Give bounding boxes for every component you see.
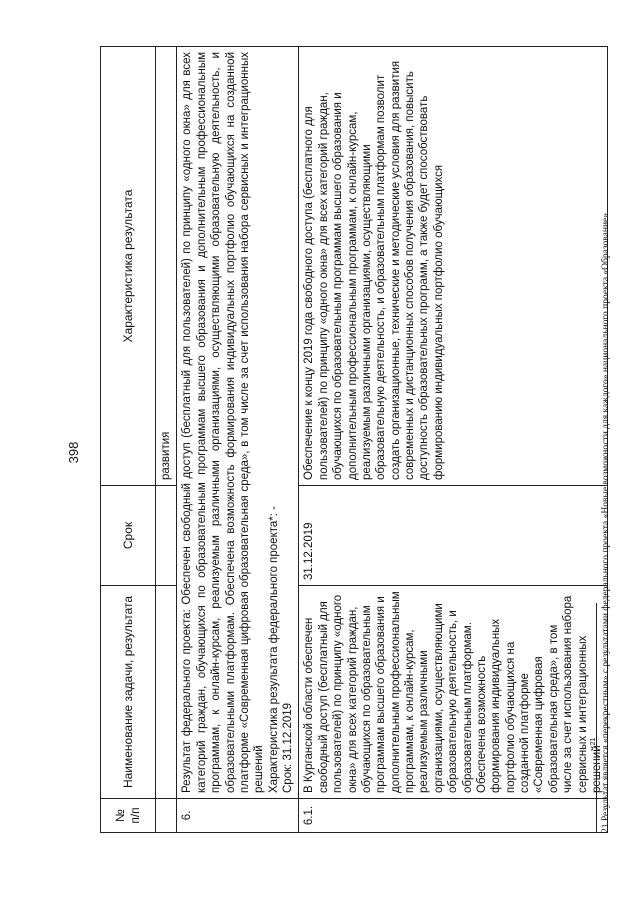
header-characteristic: Характеристика результата [101, 47, 156, 486]
row6-text: Результат федерального проекта: Обеспечен свободный доступ (бесплатный для пользователей) по принципу «одного окна» для всех категорий граждан, обучающихся по образовательным программам высшего образования и дополнительным профессиональным программам, к онлайн-курсам, реализуемым различными организациями, осуществляющими образовательную деятельность, и образовательными платформам. Обеспечена возможность формирования индивидуальных портфолио обучающихся на созданной платформе «Современная цифровая образовательная среда», в том числе за счет использования набора сервисных и интеграционных решений [181, 52, 266, 793]
footnote-divider [596, 603, 597, 833]
table-row-6 [177, 47, 299, 833]
header-term: Срок [101, 486, 156, 586]
row6-num: 6. [177, 799, 299, 833]
row6-result [177, 47, 299, 799]
row61-task [299, 586, 608, 799]
table-row-6-1 [299, 47, 608, 833]
row61-task-text: В Курганской области обеспечен свободный доступ (бесплатный для пользователей) по принципу «одного окна» для всех категорий граждан, обучающихся по образовательным программам высшего образования и дополнительным профессиональным программам, к онлайн-курсам, реализуемым различными организациями, осуществляющими образовательную деятельность, и образовательным платформам. Обеспечена возможность формирования индивидуальных портфолио обучающихся на созданной платформе «Современная цифровая образовательная среда», в том числе за счет использования набора сервисных и интеграционных решений [303, 591, 603, 793]
page-number: 398 [66, 441, 81, 464]
results-table [100, 46, 608, 833]
row61-characteristic: Обеспечение к концу 2019 года свободного доступа (бесплатного для пользователей) по принципу «одного окна» для всех категорий граждан, обучающихся по образовательным программам высшего образования и дополнительным профессиональным программам, к онлайн-курсам, реализуемым различными организациями, осуществляющими образовательную деятельность, и образовательным платформам позволит создать организационные, технические и методические условия для развития современных и дистанционных способов получения образования, повысить доступность образовательных программ, а также будет способствовать формированию индивидуальных портфолио обучающихся [299, 47, 608, 486]
row6-term-line: Срок: 31.12.2019 [282, 702, 294, 793]
header-task: Наименование задачи, результата [101, 586, 156, 799]
header-num: № п/п [101, 799, 156, 833]
footnote: 21 Результат является «перекрестным» с результатами федерального проекта «Новые возможности для каждого» национального проекта «Образование» [601, 212, 611, 833]
table-header-row [101, 47, 156, 833]
continuation-row [156, 47, 177, 833]
row61-term: 31.12.2019 [299, 486, 608, 586]
continuation-text: развития [156, 47, 177, 486]
footnote-ref: 21 [590, 737, 598, 746]
row61-num: 6.1. [299, 799, 608, 833]
row6-characteristic-line: Характеристика результата федерального проекта*: - [267, 506, 280, 793]
